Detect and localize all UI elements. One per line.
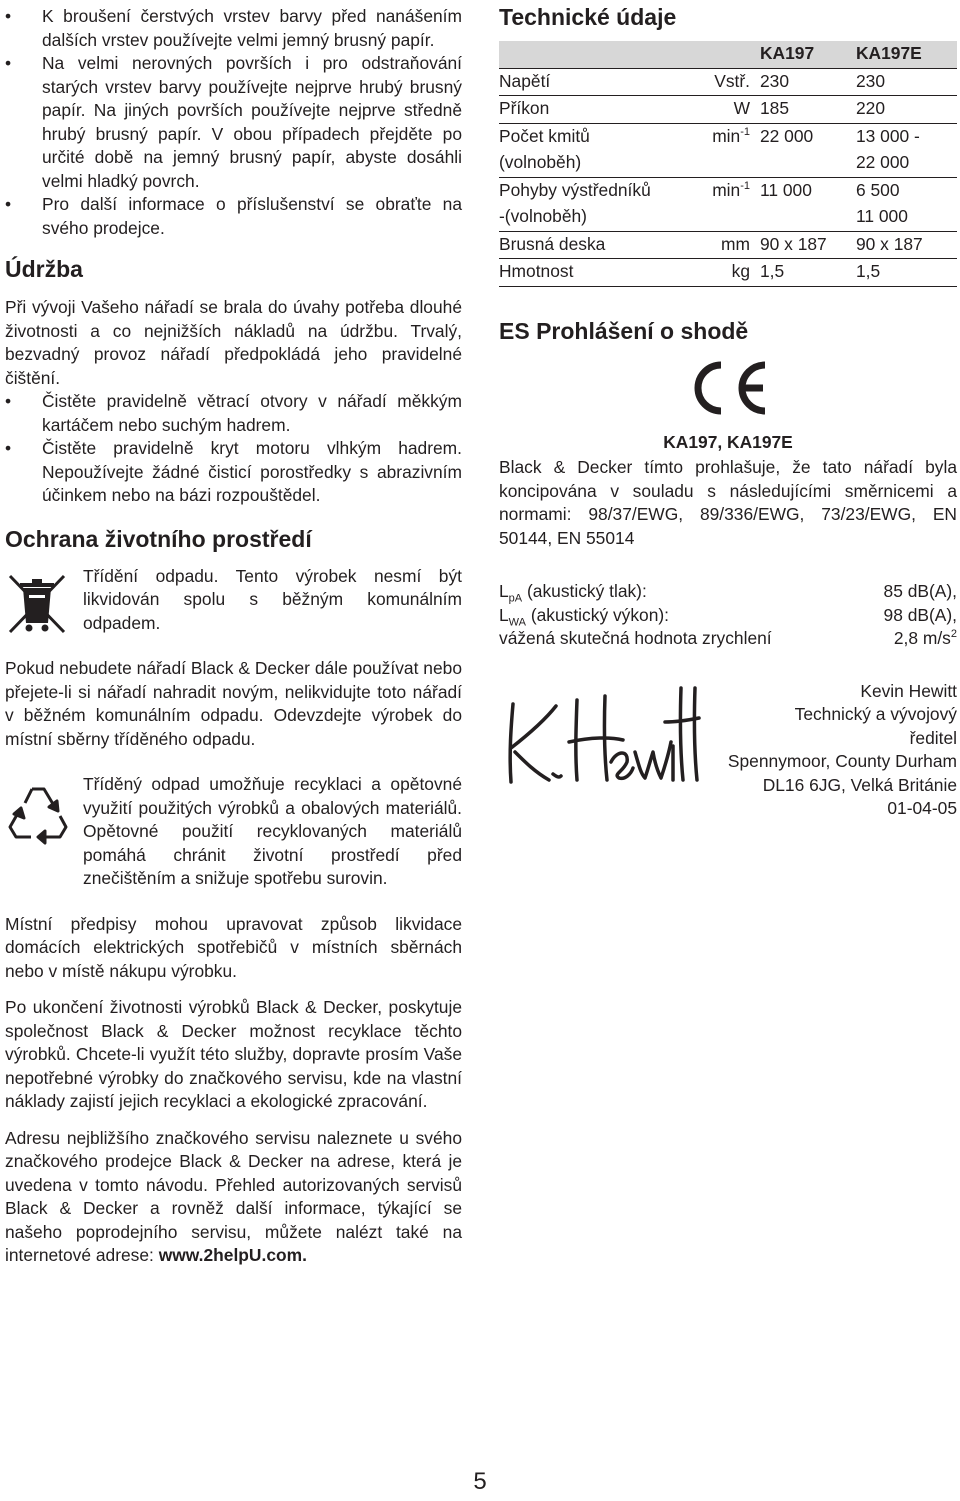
table-row: Pohyby výstředníků $\min^{-1}$ 11 000 6 500 [499, 179, 900, 200]
model-header: KA197E [856, 41, 957, 68]
service-address-text: Adresu nejbližšího značkového servisu naleznete u svého značkového prodejce Black & Decker na adrese, která je uvedena v tomto návodu. Přehled autorizovaných servisů Black & Decker a rovněž další informace, týkající se našeho poprodejního servisu, můžete nalézt také na internetové adrese: [5, 1127, 462, 1265]
maintenance-heading: Údržba [5, 256, 83, 282]
list-item: • K broušení čerstvých vrstev barvy před nanášením dalších vrstev používejte velmi jemný brusný papír. [5, 5, 462, 52]
left-column [5, 0, 462, 1268]
tech-heading: Technické údaje [499, 4, 677, 30]
website-link[interactable]: www.2helpU.com. [158, 1245, 307, 1265]
vibration-row: vážená skutečná hodnota zrychlení 2,8 $m/s^2$ [499, 627, 957, 651]
table-row: Počet kmitů $\min^{-1}$ 22 000 13 000 - [499, 125, 920, 146]
spec-header-row [499, 41, 957, 68]
handwritten-signature [501, 682, 701, 792]
table-row: -(volnoběh) 11 000 [499, 204, 957, 231]
sanding-tips-list [5, 5, 462, 240]
list-item: • Čistěte pravidelně větrací otvory v nářadí měkkým kartáčem nebo suchým hadrem. [5, 390, 462, 437]
sound-values [499, 580, 957, 651]
recycling-text: Tříděný odpad umožňuje recyklaci a opětovné využití použitých výrobků a obalových materiálů. Opětovné použití recyklovaných materiálů pomáhá chránit životní prostředí před znečištěním a snižuje spotřebu surovin. [83, 774, 462, 888]
signatory [728, 680, 957, 821]
table-row: Napětí Vstř. 230 230 [499, 68, 957, 96]
sound-pressure-row: $L_{pA}$ (akustický tlak): 85 dB(A), [499, 581, 957, 605]
waste-sorting-text: Třídění odpadu. Tento výrobek nesmí být likvidován spolu s běžným komunálním odpadem. [83, 565, 462, 633]
table-row: Brusná deska mm 90 x 187 90 x 187 [499, 231, 957, 259]
right-column [499, 0, 957, 830]
signatory-name: Kevin Hewitt [860, 680, 957, 701]
ce-mark [499, 359, 957, 417]
sound-power-row: $L_{WA}$ (akustický výkon): 98 dB(A), [499, 604, 957, 628]
crossed-bin-icon [5, 571, 69, 637]
recycle-icon [5, 781, 71, 847]
signature-date: 01-04-05 [887, 798, 957, 818]
ce-mark-icon [685, 359, 771, 417]
recycling-service-paragraph: Po ukončení životnosti výrobků Black & Decker, poskytuje společnost Black & Decker možnost recyklace těchto výrobků. Chcete-li využít této služby, dopravte prosím Vaše nepotřebné výrobky do značkového servisu, kde na vlastní náklady zajistí jejich recyklaci a ekologické zpracování. [5, 997, 462, 1111]
list-item: • Pro další informace o příslušenství se obraťte na svého prodejce. [5, 193, 462, 240]
signature-block [499, 680, 957, 830]
signatory-title: ředitel [909, 727, 957, 748]
declaration-models: KA197, KA197E [663, 431, 793, 452]
table-row: Hmotnost kg 1,5 1,5 [499, 259, 957, 287]
vibration-value: 2,8 $m/s^2$ [893, 628, 957, 648]
environment-heading: Ochrana životního prostředí [5, 525, 312, 552]
sound-pressure-value: 85 dB(A), [883, 581, 957, 601]
service-address-paragraph [5, 1127, 462, 1268]
maintenance-list [5, 390, 462, 508]
page-number: 5 [473, 1468, 487, 1495]
table-row: (volnoběh) 22 000 [499, 150, 957, 177]
list-item: • Na velmi nerovných površích i pro odstraňování starých vrstev barvy používejte nejprve hrubý brusný papír. Na jiných površích používejte nejprve středně hrubý brusný papír. V obou případech přejděte po určité době na jemný brusný papír, abyste dosáhli velmi hladký povrch. [5, 52, 462, 193]
maintenance-intro: Při vývoji Vašeho nářadí se brala do úvahy potřeba dlouhé životnosti a co nejnižších nákladů na údržbu. Trvalý, bezvadný provoz nářadí předpokládá jeho pravidelné čištění. [5, 297, 462, 388]
list-item: • Čistěte pravidelně kryt motoru vlhkým hadrem. Nepoužívejte žádné čisticí porostředky s abrazivním účinkem nebo na bázi rozpouštědel. [5, 437, 462, 508]
local-regulations-paragraph: Místní předpisy mohou upravovat způsob likvidace domácích elektrických spotřebičů v místních sběrnách nebo v místě nákupu výrobku. [5, 913, 462, 981]
signatory-address: DL16 6JG, Velká Británie [762, 774, 957, 795]
sound-power-value: 98 dB(A), [883, 604, 957, 625]
model-header: KA197 [760, 41, 856, 68]
signatory-title: Technický a vývojový [794, 704, 957, 724]
recycling-block [5, 773, 462, 891]
table-row: Příkon W 185 220 [499, 96, 957, 124]
declaration-text: Black & Decker tímto prohlašuje, že tato nářadí byla koncipována v souladu s následujícími směrnicemi a normami: 98/37/EWG, 89/336/EWG, 73/23/EWG, EN 50144, EN 55014 [499, 457, 957, 548]
disposal-paragraph: Pokud nebudete nářadí Black & Decker dále používat nebo přejete-li si nářadí nahradit novým, nelikvidujte toto nářadí v běžném komunálním odpadu. Odevzdejte výrobek do místní sběrny tříděného odpadu. [5, 658, 462, 749]
waste-sorting-block [5, 565, 462, 636]
spec-table [499, 41, 957, 287]
signatory-address: Spennymoor, County Durham [727, 751, 957, 771]
declaration-heading: ES Prohlášení o shodě [499, 317, 749, 344]
